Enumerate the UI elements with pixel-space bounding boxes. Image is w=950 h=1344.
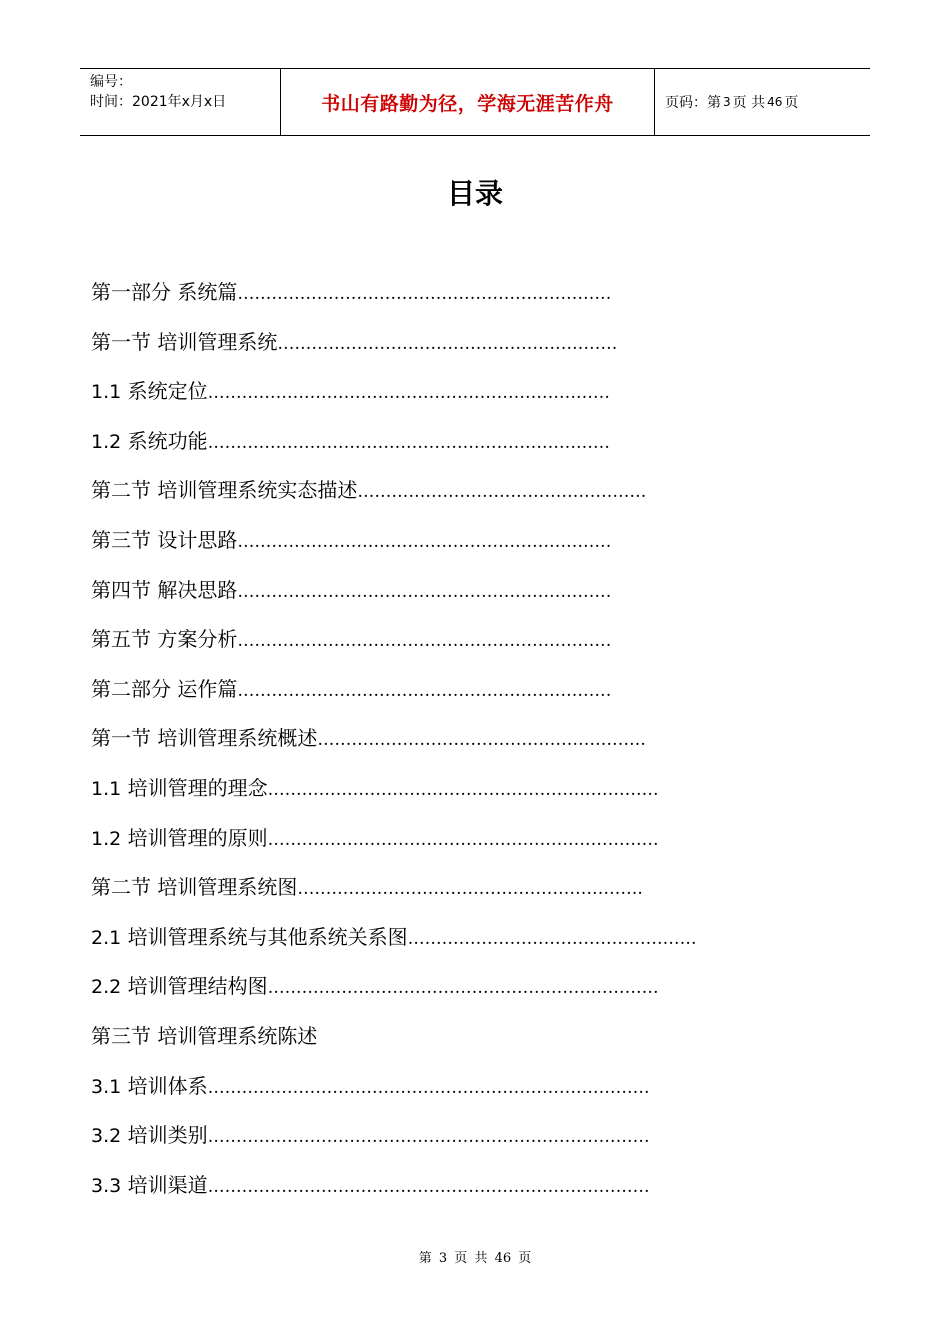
page-title: 目录 — [446, 177, 503, 210]
toc-entry-number: 2.2 — [91, 976, 122, 999]
toc-entry-leader: ………………………………………………………… — [237, 631, 612, 652]
toc-entry-label: 系统定位 — [121, 379, 208, 404]
toc-entry-leader: ………………………………………………………… — [237, 531, 612, 552]
toc-entry-label: 培训体系 — [121, 1073, 208, 1098]
toc-entry[interactable] — [91, 919, 791, 969]
toc-entry-leader: …………………………………………………………………… — [207, 1127, 650, 1148]
toc-entry[interactable] — [91, 274, 791, 324]
toc-entry-number: 1.2 — [91, 827, 122, 850]
toc-entry-number: 1.2 — [91, 430, 122, 453]
toc-entry[interactable] — [91, 869, 791, 919]
header-page-indicator — [655, 69, 870, 135]
toc-entry-leader: ……………………………………………………. — [297, 879, 643, 900]
toc-entry[interactable] — [91, 324, 791, 374]
toc-entry-label: 第一部分 系统篇 — [91, 280, 238, 304]
footer-mid: 页 共 — [454, 1251, 488, 1266]
toc-entry-number: 1.1 — [91, 777, 122, 800]
page-footer — [0, 1247, 950, 1266]
footer-current: 3 — [438, 1251, 448, 1266]
toc-entry-label: 系统功能 — [121, 428, 208, 453]
toc-entry-label: 培训管理的理念 — [121, 775, 268, 800]
header-meta — [80, 69, 281, 135]
toc-entry-leader: …………………………………………… — [407, 928, 697, 949]
toc-entry-leader: …………………………………………………………… — [267, 829, 659, 850]
footer-prefix: 第 — [418, 1251, 432, 1266]
toc-entry[interactable] — [91, 968, 791, 1018]
toc-entry-leader: ………………………………………………………… — [237, 680, 612, 701]
toc-entry-label: 第四节 解决思路 — [91, 577, 238, 602]
toc-entry-number: 2.1 — [91, 926, 122, 949]
toc-entry-label: 第一节 培训管理系统概述 — [91, 726, 318, 751]
toc-entry[interactable] — [91, 423, 791, 473]
toc-entry-leader: ……………………………………………………………‥ — [207, 432, 610, 453]
toc-entry[interactable] — [91, 820, 791, 870]
toc-entry[interactable] — [91, 373, 791, 423]
toc-entry-label: 第五节 方案分析 — [91, 627, 238, 652]
page-suffix: 页 — [784, 95, 799, 111]
toc-entry-label: 培训渠道 — [121, 1172, 208, 1197]
toc-entry-label: 第三节 设计思路 — [91, 527, 238, 552]
toc-entry[interactable] — [91, 1167, 791, 1217]
toc-entry[interactable] — [91, 1068, 791, 1118]
toc-entry[interactable] — [91, 621, 791, 671]
toc-entry-leader: …………………………………………………… — [277, 333, 618, 354]
page-prefix: 页码：第 — [665, 95, 721, 111]
page-current: 3 — [723, 95, 731, 109]
toc-entry[interactable] — [91, 720, 791, 770]
number-label: 编号： — [90, 74, 132, 90]
toc-entry-leader: ………………………………………………….‌ — [317, 730, 646, 751]
footer-total: 46 — [494, 1251, 512, 1266]
toc-entry[interactable] — [91, 522, 791, 572]
toc-entry[interactable] — [91, 1117, 791, 1167]
toc-entry-leader: …………………………………………………………………… — [207, 1176, 650, 1197]
toc-entry-leader: ………………………………………………………… — [237, 581, 612, 602]
toc-entry[interactable] — [91, 671, 791, 721]
toc-entry-leader: …………………………………………………………………… — [207, 1077, 650, 1098]
toc-entry-leader: ………………………………………………………… — [237, 284, 612, 304]
footer-suffix: 页 — [518, 1251, 532, 1266]
toc-entry-label: 第三节 培训管理系统陈述 — [91, 1023, 318, 1048]
time-label: 时间：2021年x月x日 — [90, 94, 227, 110]
toc-entry-label: 第一节 培训管理系统 — [91, 329, 278, 354]
toc-entry-label: 培训管理结构图 — [121, 974, 268, 999]
toc-entry[interactable] — [91, 770, 791, 820]
toc-entry-leader: ……………………………………………………………‥ — [207, 383, 610, 404]
toc-entry-number: 3.1 — [91, 1075, 122, 1098]
toc-entry-number: 3.3 — [91, 1174, 122, 1197]
toc-entry[interactable] — [91, 572, 791, 622]
toc-entry[interactable] — [91, 1018, 791, 1068]
toc-entry-label: 第二节 培训管理系统图 — [91, 875, 298, 900]
toc-entry[interactable] — [91, 472, 791, 522]
toc-entry-label: 培训类别 — [121, 1123, 208, 1148]
toc-entry-label: 第二节 培训管理系统实态描述 — [91, 478, 358, 503]
toc-entry-leader: …………………………………………… — [357, 482, 647, 503]
toc-entry-label: 培训管理的原则 — [121, 825, 268, 850]
page-mid: 页 共 — [732, 95, 766, 111]
document-header — [80, 68, 870, 136]
page-total: 46 — [767, 95, 783, 109]
table-of-contents — [91, 274, 791, 1216]
toc-entry-label: 第二部分 运作篇 — [91, 676, 238, 701]
toc-entry-leader: …………………………………………………………… — [267, 978, 659, 999]
toc-entry-label: 培训管理系统与其他系统关系图 — [121, 924, 408, 949]
toc-entry-number: 3.2 — [91, 1125, 122, 1148]
toc-entry-leader: …………………………………………………………… — [267, 779, 659, 800]
toc-entry-number: 1.1 — [91, 381, 122, 404]
header-motto: 书山有路勤为径，学海无涯苦作舟 — [281, 69, 655, 135]
